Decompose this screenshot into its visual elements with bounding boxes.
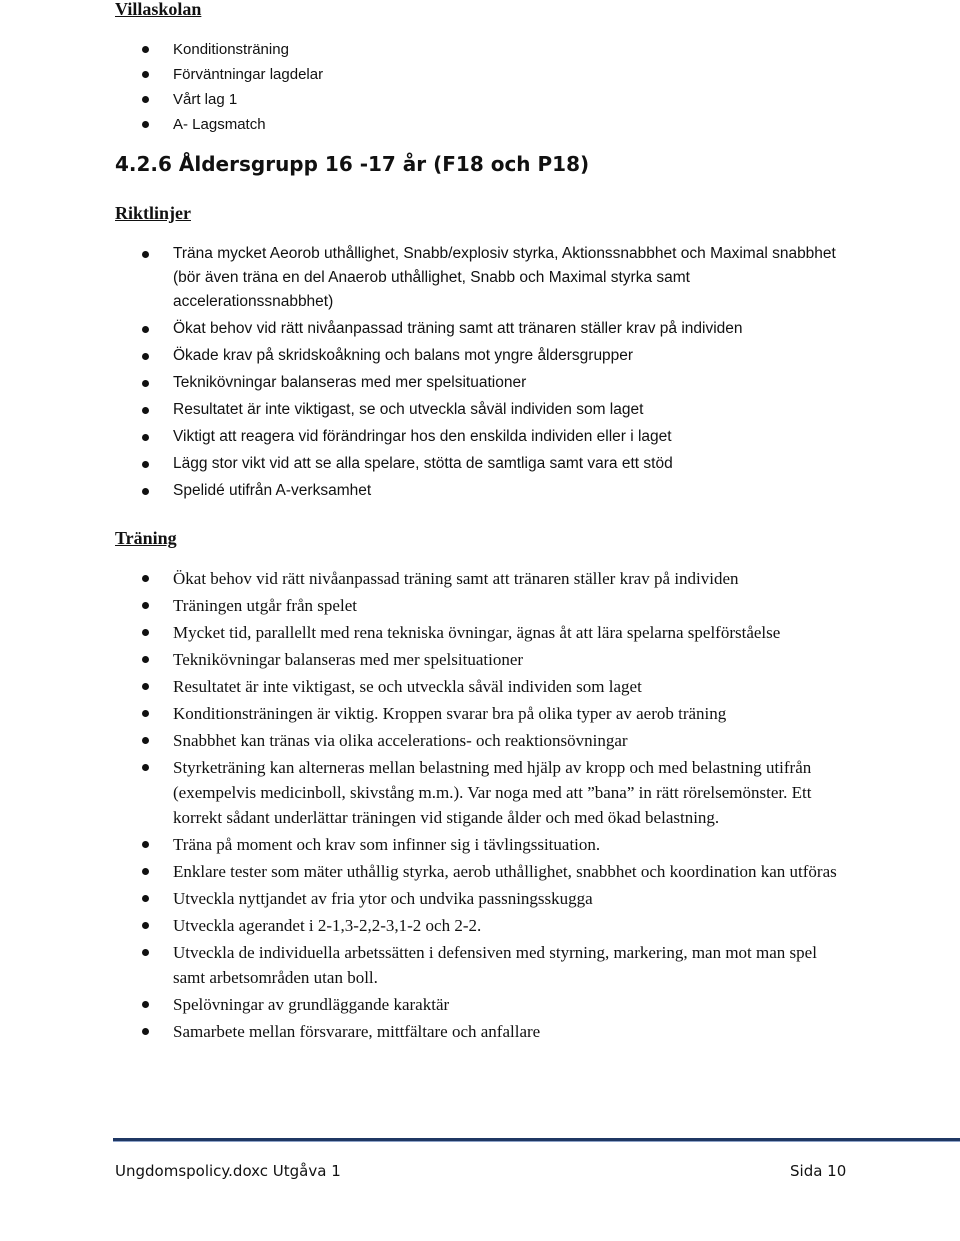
bullet-icon xyxy=(142,868,149,875)
list-item-text: Träningen utgår från spelet xyxy=(173,596,357,615)
list-item xyxy=(0,701,853,726)
list-item xyxy=(0,859,853,884)
list-item-text: Ökat behov vid rätt nivåanpassad träning samt att tränaren ställer krav på individen xyxy=(173,569,739,588)
list-item xyxy=(0,62,853,87)
footer-divider xyxy=(113,1138,960,1142)
list-item-text: Utveckla agerandet i 2-1,3-2,2-3,1-2 och 2-2. xyxy=(173,916,482,935)
section-title: 4.2.6 Åldersgrupp 16 -17 år (F18 och P18) xyxy=(115,152,590,176)
list-item-text: Utveckla nyttjandet av fria ytor och undvika passningsskugga xyxy=(173,889,593,908)
list-item xyxy=(0,566,853,591)
list-item xyxy=(0,87,853,112)
bullet-icon xyxy=(142,46,149,53)
list-item-text: Träna mycket Aeorob uthållighet, Snabb/explosiv styrka, Aktionssnabbhet och Maximal snabbhet (bör även träna en del Anaerob uthållighet, Snabb och Maximal styrka samt accelerationssnabbhet) xyxy=(173,245,836,310)
list-item-text: Mycket tid, parallellt med rena tekniska övningar, ägnas åt att lära spelarna spelförståelse xyxy=(173,623,781,642)
bullet-icon xyxy=(142,1028,149,1035)
bullet-icon xyxy=(142,1001,149,1008)
list-item xyxy=(0,112,853,137)
list-item xyxy=(0,755,853,830)
list-item xyxy=(0,728,853,753)
bullet-icon xyxy=(142,656,149,663)
footer-page-number: Sida 10 xyxy=(790,1162,847,1180)
bullet-icon xyxy=(142,461,149,468)
list-item xyxy=(0,479,853,503)
list-item xyxy=(0,1019,853,1044)
list-item-text: Resultatet är inte viktigast, se och utveckla såväl individen som laget xyxy=(173,401,644,418)
list-item xyxy=(0,647,853,672)
list-item-text: Snabbhet kan tränas via olika accelerations- och reaktionsövningar xyxy=(173,731,628,750)
list-item-text: Enklare tester som mäter uthållig styrka, aerob uthållighet, snabbhet och koordination kan utföras xyxy=(173,862,837,881)
list-item-text: A- Lagsmatch xyxy=(173,116,266,133)
list-item-text: Förväntningar lagdelar xyxy=(173,66,324,83)
list-item xyxy=(0,940,853,990)
villaskolan-list xyxy=(0,37,853,137)
bullet-icon xyxy=(142,380,149,387)
bullet-icon xyxy=(142,764,149,771)
bullet-icon xyxy=(142,949,149,956)
riktlinjer-list xyxy=(0,242,853,506)
list-item-text: Teknikövningar balanseras med mer spelsituationer xyxy=(173,650,524,669)
bullet-icon xyxy=(142,683,149,690)
list-item xyxy=(0,620,853,645)
list-item xyxy=(0,886,853,911)
bullet-icon xyxy=(142,629,149,636)
traning-list xyxy=(0,566,853,1046)
list-item-text: Vårt lag 1 xyxy=(173,91,238,108)
traning-heading: Träning xyxy=(115,528,177,548)
villaskolan-heading: Villaskolan xyxy=(115,0,202,19)
list-item-text: Utveckla de individuella arbetssätten i defensiven med styrning, markering, man mot man spel samt arbetsområden utan boll. xyxy=(173,943,817,987)
bullet-icon xyxy=(142,353,149,360)
list-item xyxy=(0,992,853,1017)
bullet-icon xyxy=(142,407,149,414)
riktlinjer-heading: Riktlinjer xyxy=(115,203,191,223)
footer-document-name: Ungdomspolicy.doxc Utgåva 1 xyxy=(115,1162,341,1180)
bullet-icon xyxy=(142,602,149,609)
list-item xyxy=(0,371,853,395)
bullet-icon xyxy=(142,710,149,717)
list-item xyxy=(0,37,853,62)
bullet-icon xyxy=(142,895,149,902)
bullet-icon xyxy=(142,575,149,582)
list-item-text: Träna på moment och krav som infinner sig i tävlingssituation. xyxy=(173,835,601,854)
bullet-icon xyxy=(142,841,149,848)
bullet-icon xyxy=(142,251,149,258)
list-item-text: Spelövningar av grundläggande karaktär xyxy=(173,995,450,1014)
list-item-text: Styrketräning kan alterneras mellan belastning med hjälp av kropp och med belastning utifrån (exempelvis medicinboll, skivstång m.m.). Var noga med att ”bana” in rätt rörelsemönster. Ett korrekt sådant underlättar träningen vid stigande ålder och med ökad belastning. xyxy=(173,758,812,827)
bullet-icon xyxy=(142,96,149,103)
list-item-text: Spelidé utifrån A-verksamhet xyxy=(173,482,372,499)
list-item xyxy=(0,674,853,699)
bullet-icon xyxy=(142,121,149,128)
list-item xyxy=(0,425,853,449)
list-item-text: Konditionsträning xyxy=(173,41,289,58)
list-item-text: Lägg stor vikt vid att se alla spelare, stötta de samtliga samt vara ett stöd xyxy=(173,455,673,472)
bullet-icon xyxy=(142,326,149,333)
list-item xyxy=(0,452,853,476)
list-item-text: Resultatet är inte viktigast, se och utveckla såväl individen som laget xyxy=(173,677,642,696)
bullet-icon xyxy=(142,71,149,78)
list-item-text: Konditionsträningen är viktig. Kroppen svarar bra på olika typer av aerob träning xyxy=(173,704,727,723)
list-item-text: Teknikövningar balanseras med mer spelsituationer xyxy=(173,374,527,391)
list-item xyxy=(0,832,853,857)
list-item-text: Ökade krav på skridskoåkning och balans mot yngre åldersgrupper xyxy=(173,347,634,364)
list-item xyxy=(0,913,853,938)
bullet-icon xyxy=(142,434,149,441)
list-item xyxy=(0,317,853,341)
list-item-text: Viktigt att reagera vid förändringar hos den enskilda individen eller i laget xyxy=(173,428,672,445)
list-item xyxy=(0,398,853,422)
bullet-icon xyxy=(142,922,149,929)
list-item xyxy=(0,344,853,368)
list-item xyxy=(0,593,853,618)
list-item-text: Ökat behov vid rätt nivåanpassad träning samt att tränaren ställer krav på individen xyxy=(173,320,743,337)
bullet-icon xyxy=(142,488,149,495)
list-item xyxy=(0,242,853,314)
list-item-text: Samarbete mellan försvarare, mittfältare och anfallare xyxy=(173,1022,541,1041)
bullet-icon xyxy=(142,737,149,744)
